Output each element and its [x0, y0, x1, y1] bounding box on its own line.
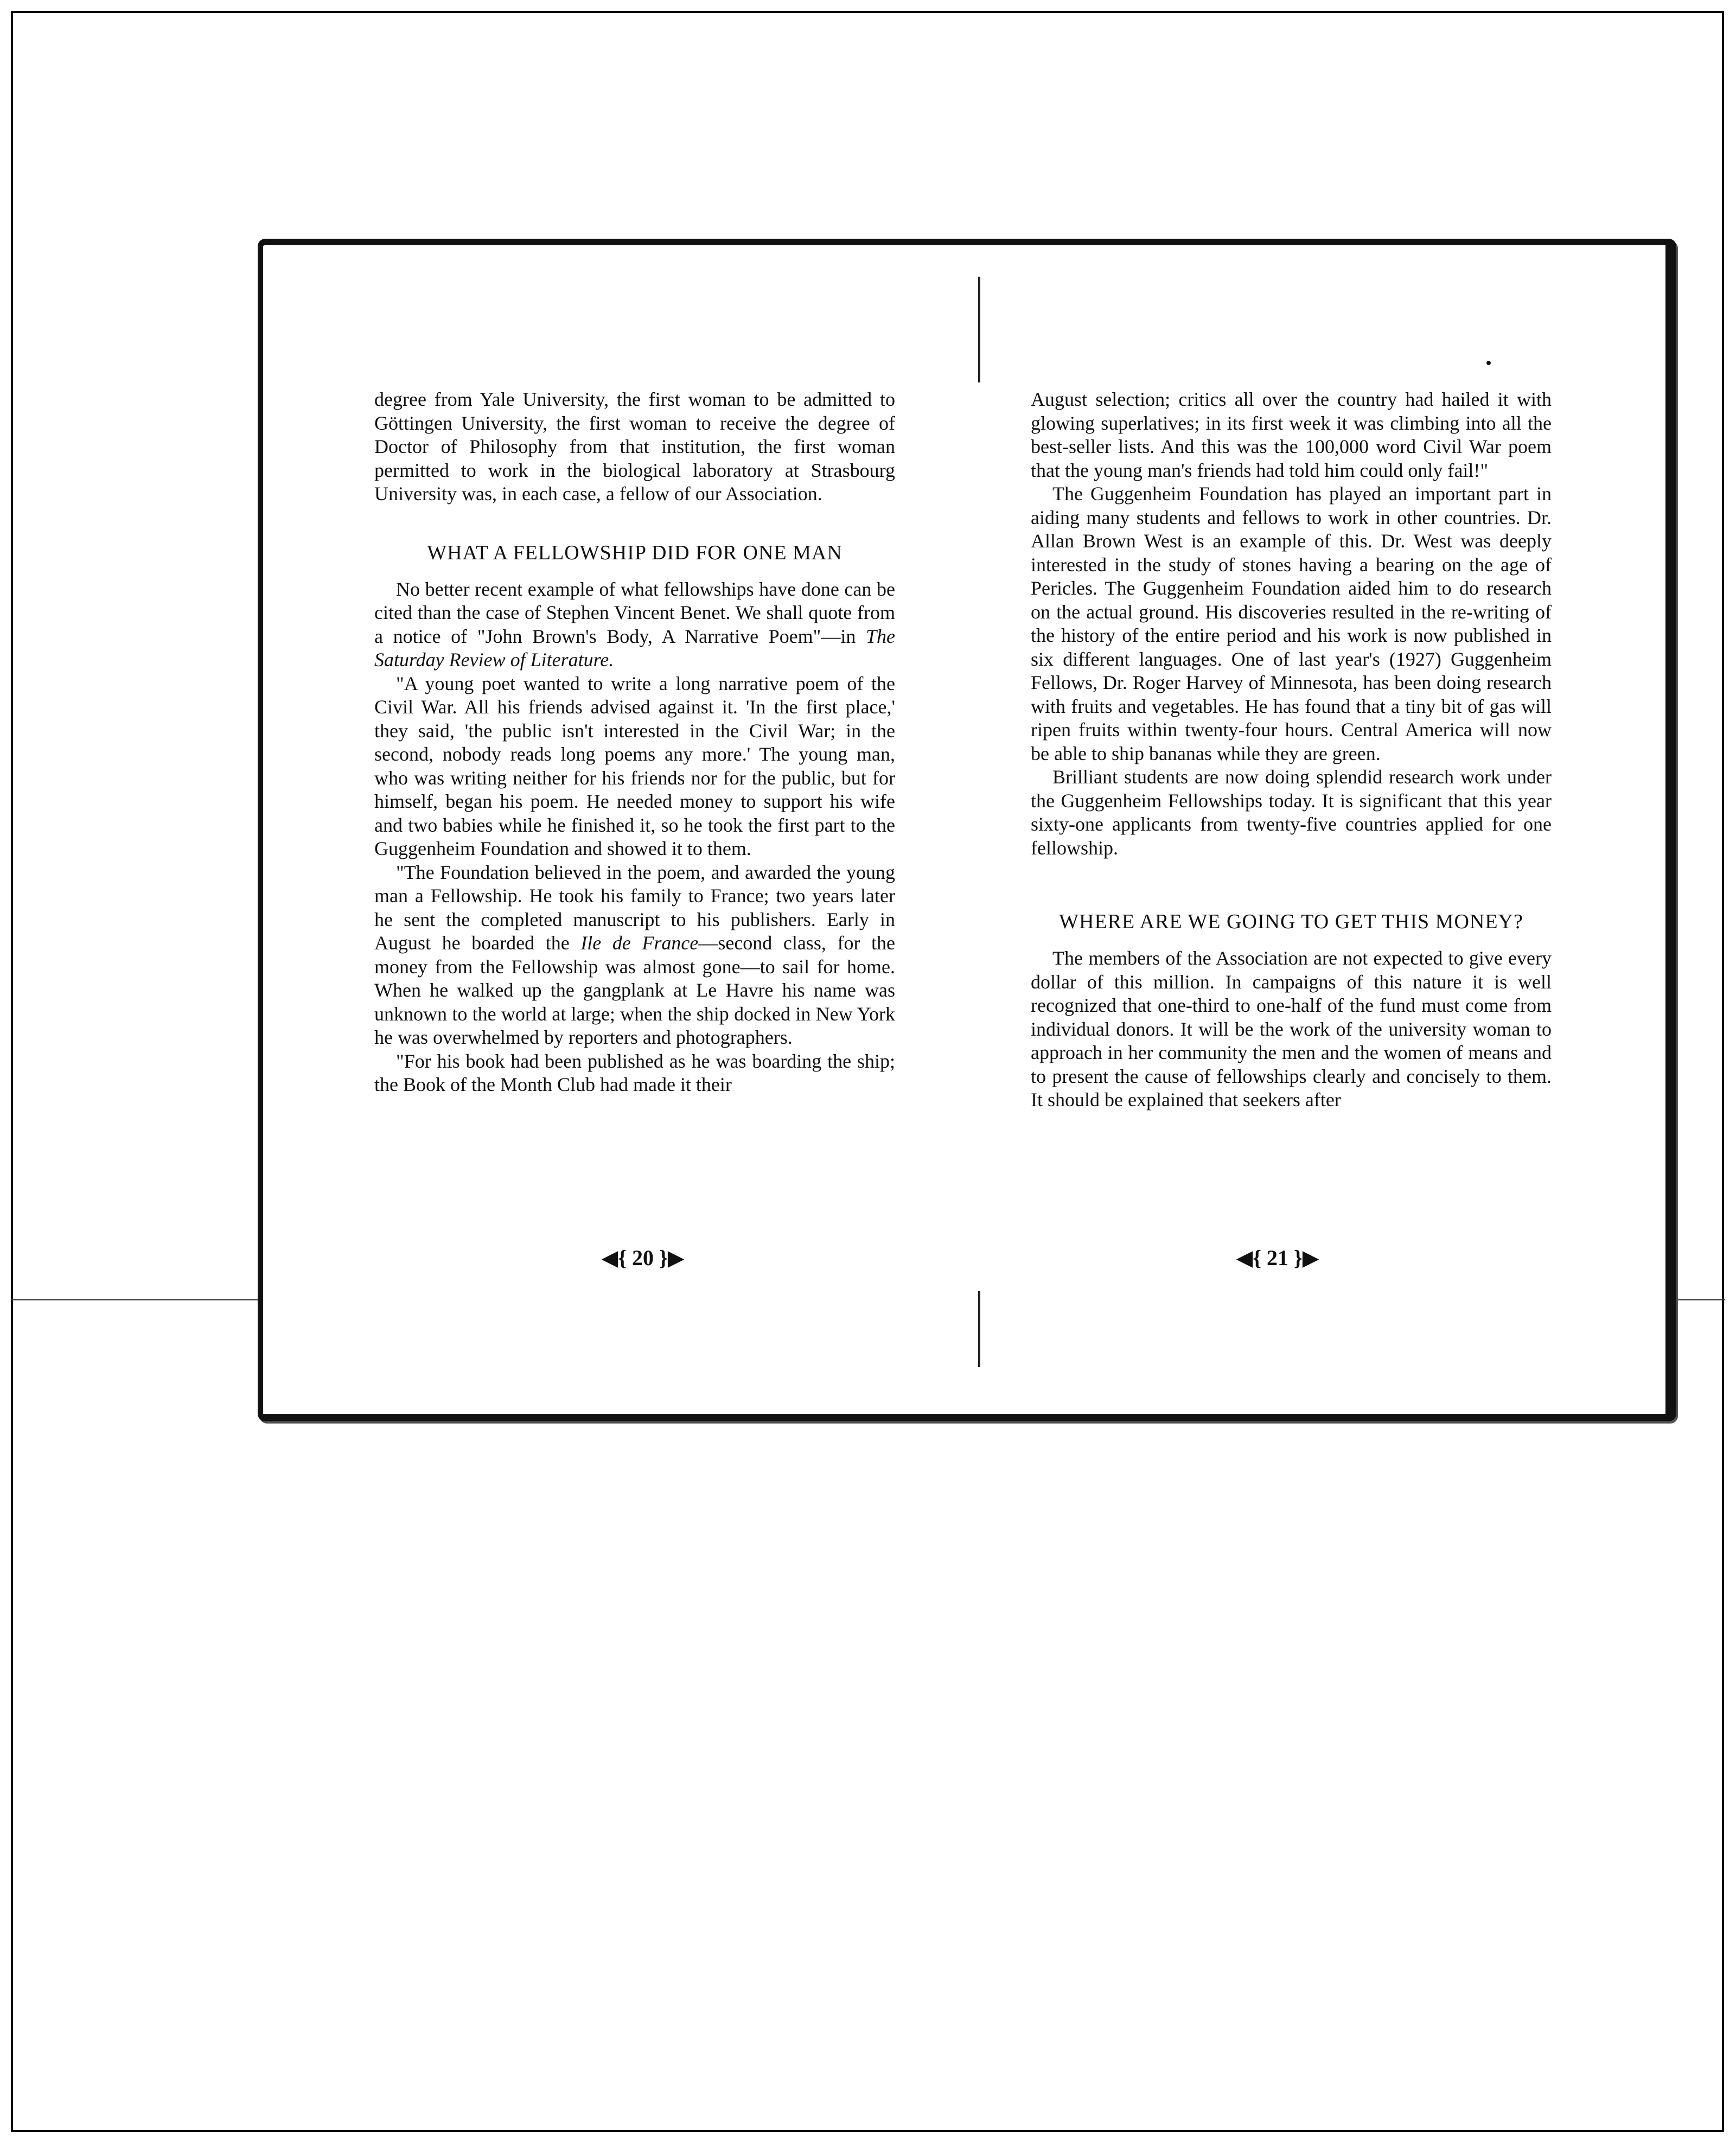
section-heading: WHAT A FELLOWSHIP DID FOR ONE MAN	[427, 541, 843, 564]
ink-speck	[1486, 361, 1491, 365]
gutter-mark-top	[978, 277, 980, 382]
page-21	[1031, 388, 1552, 1112]
paragraph: Brilliant students are now doing splendid research work under the Guggenheim Fellowships today. It is significant that this year sixty-one applicants from twenty-five countries applied for one fellowship.	[1031, 766, 1552, 859]
page-20	[374, 388, 895, 1097]
ornament-right-icon: }▶	[659, 1246, 685, 1270]
scan-guide-line-left	[11, 1299, 260, 1300]
paragraph: The members of the Association are not expected to give every dollar of this million. In campaigns of this nature it is well recognized that one-third to one-half of the fund must come from individual donors. It will be the work of the university woman to approach in her community the men and the women of means and to present the cause of fellowships clearly and concisely to them. It should be explained that seekers after	[1031, 947, 1552, 1111]
paragraph: No better recent example of what fellowships have done can be cited than the case of Stephen Vincent Benet. We shall quote from a notice of "John Brown's Body, A Narrative Poem"—in The Saturday Review of Literature.	[374, 578, 895, 671]
paragraph: "For his book had been published as he was boarding the ship; the Book of the Month Club had made it their	[374, 1050, 895, 1095]
scan-guide-line-right	[1676, 1299, 1725, 1300]
paragraph: The Guggenheim Foundation has played an important part in aiding many students and fellows to work in other countries. Dr. Allan Brown West is an example of this. Dr. West was deeply interested in the study of stones having a bearing on the age of Pericles. The Guggenheim Foundation aided him to do research on the actual ground. His discoveries resulted in the re-writing of the history of the entire period and his work is now published in six different languages. One of last year's (1927) Guggenheim Fellows, Dr. Roger Harvey of Minnesota, has been doing research with fruits and vegetables. He has found that a tiny bit of gas will ripen fruits within twenty-four hours. Central America will now be able to ship bananas while they are green.	[1031, 483, 1552, 764]
section-heading: WHERE ARE WE GOING TO GET THIS MONEY?	[1059, 910, 1523, 933]
gutter-mark-bottom	[978, 1291, 980, 1367]
paragraph: "A young poet wanted to write a long narrative poem of the Civil War. All his friends advised against it. 'In the first place,' they said, 'the public isn't interested in the Civil War; in the second, nobody reads long poems any more.' The young man, who was writing neither for his friends nor for the public, but for himself, began his poem. He needed money to support his wife and two babies while he finished it, so he took the first part to the Guggenheim Foundation and showed it to them.	[374, 672, 895, 859]
ornament-right-icon: }▶	[1294, 1246, 1319, 1270]
ornament-left-icon: ◀{	[601, 1246, 627, 1270]
ship-name: Ile de France	[580, 932, 699, 954]
ornament-left-icon: ◀{	[1236, 1246, 1261, 1270]
paragraph: "The Foundation believed in the poem, and awarded the young man a Fellowship. He took his family to France; two years later he sent the completed manuscript to his publishers. Early in August he boarded the Ile de France—second class, for the money from the Fellowship was almost gone—to sail for home. When he walked up the gangplank at Le Havre his name was unknown to the world at large; when the ship docked in New York he was overwhelmed by reporters and photographers.	[374, 861, 896, 1048]
page-number-21: ◀{ 21 }▶	[1236, 1246, 1319, 1270]
paragraph: August selection; critics all over the country had hailed it with glowing superlatives; in its first week it was climbing into all the best-seller lists. And this was the 100,000 word Civil War poem that the young man's friends had told him could only fail!"	[1031, 388, 1552, 481]
page-number-20: ◀{ 20 }▶	[601, 1246, 685, 1270]
publication-title: The Saturday Review of Literature.	[374, 625, 895, 671]
paragraph: degree from Yale University, the first woman to be admitted to Göttingen University, the first woman to receive the degree of Doctor of Philosophy from that institution, the first woman permitted to work in the biological laboratory at Strasbourg University was, in each case, a fellow of our Association.	[374, 388, 895, 505]
